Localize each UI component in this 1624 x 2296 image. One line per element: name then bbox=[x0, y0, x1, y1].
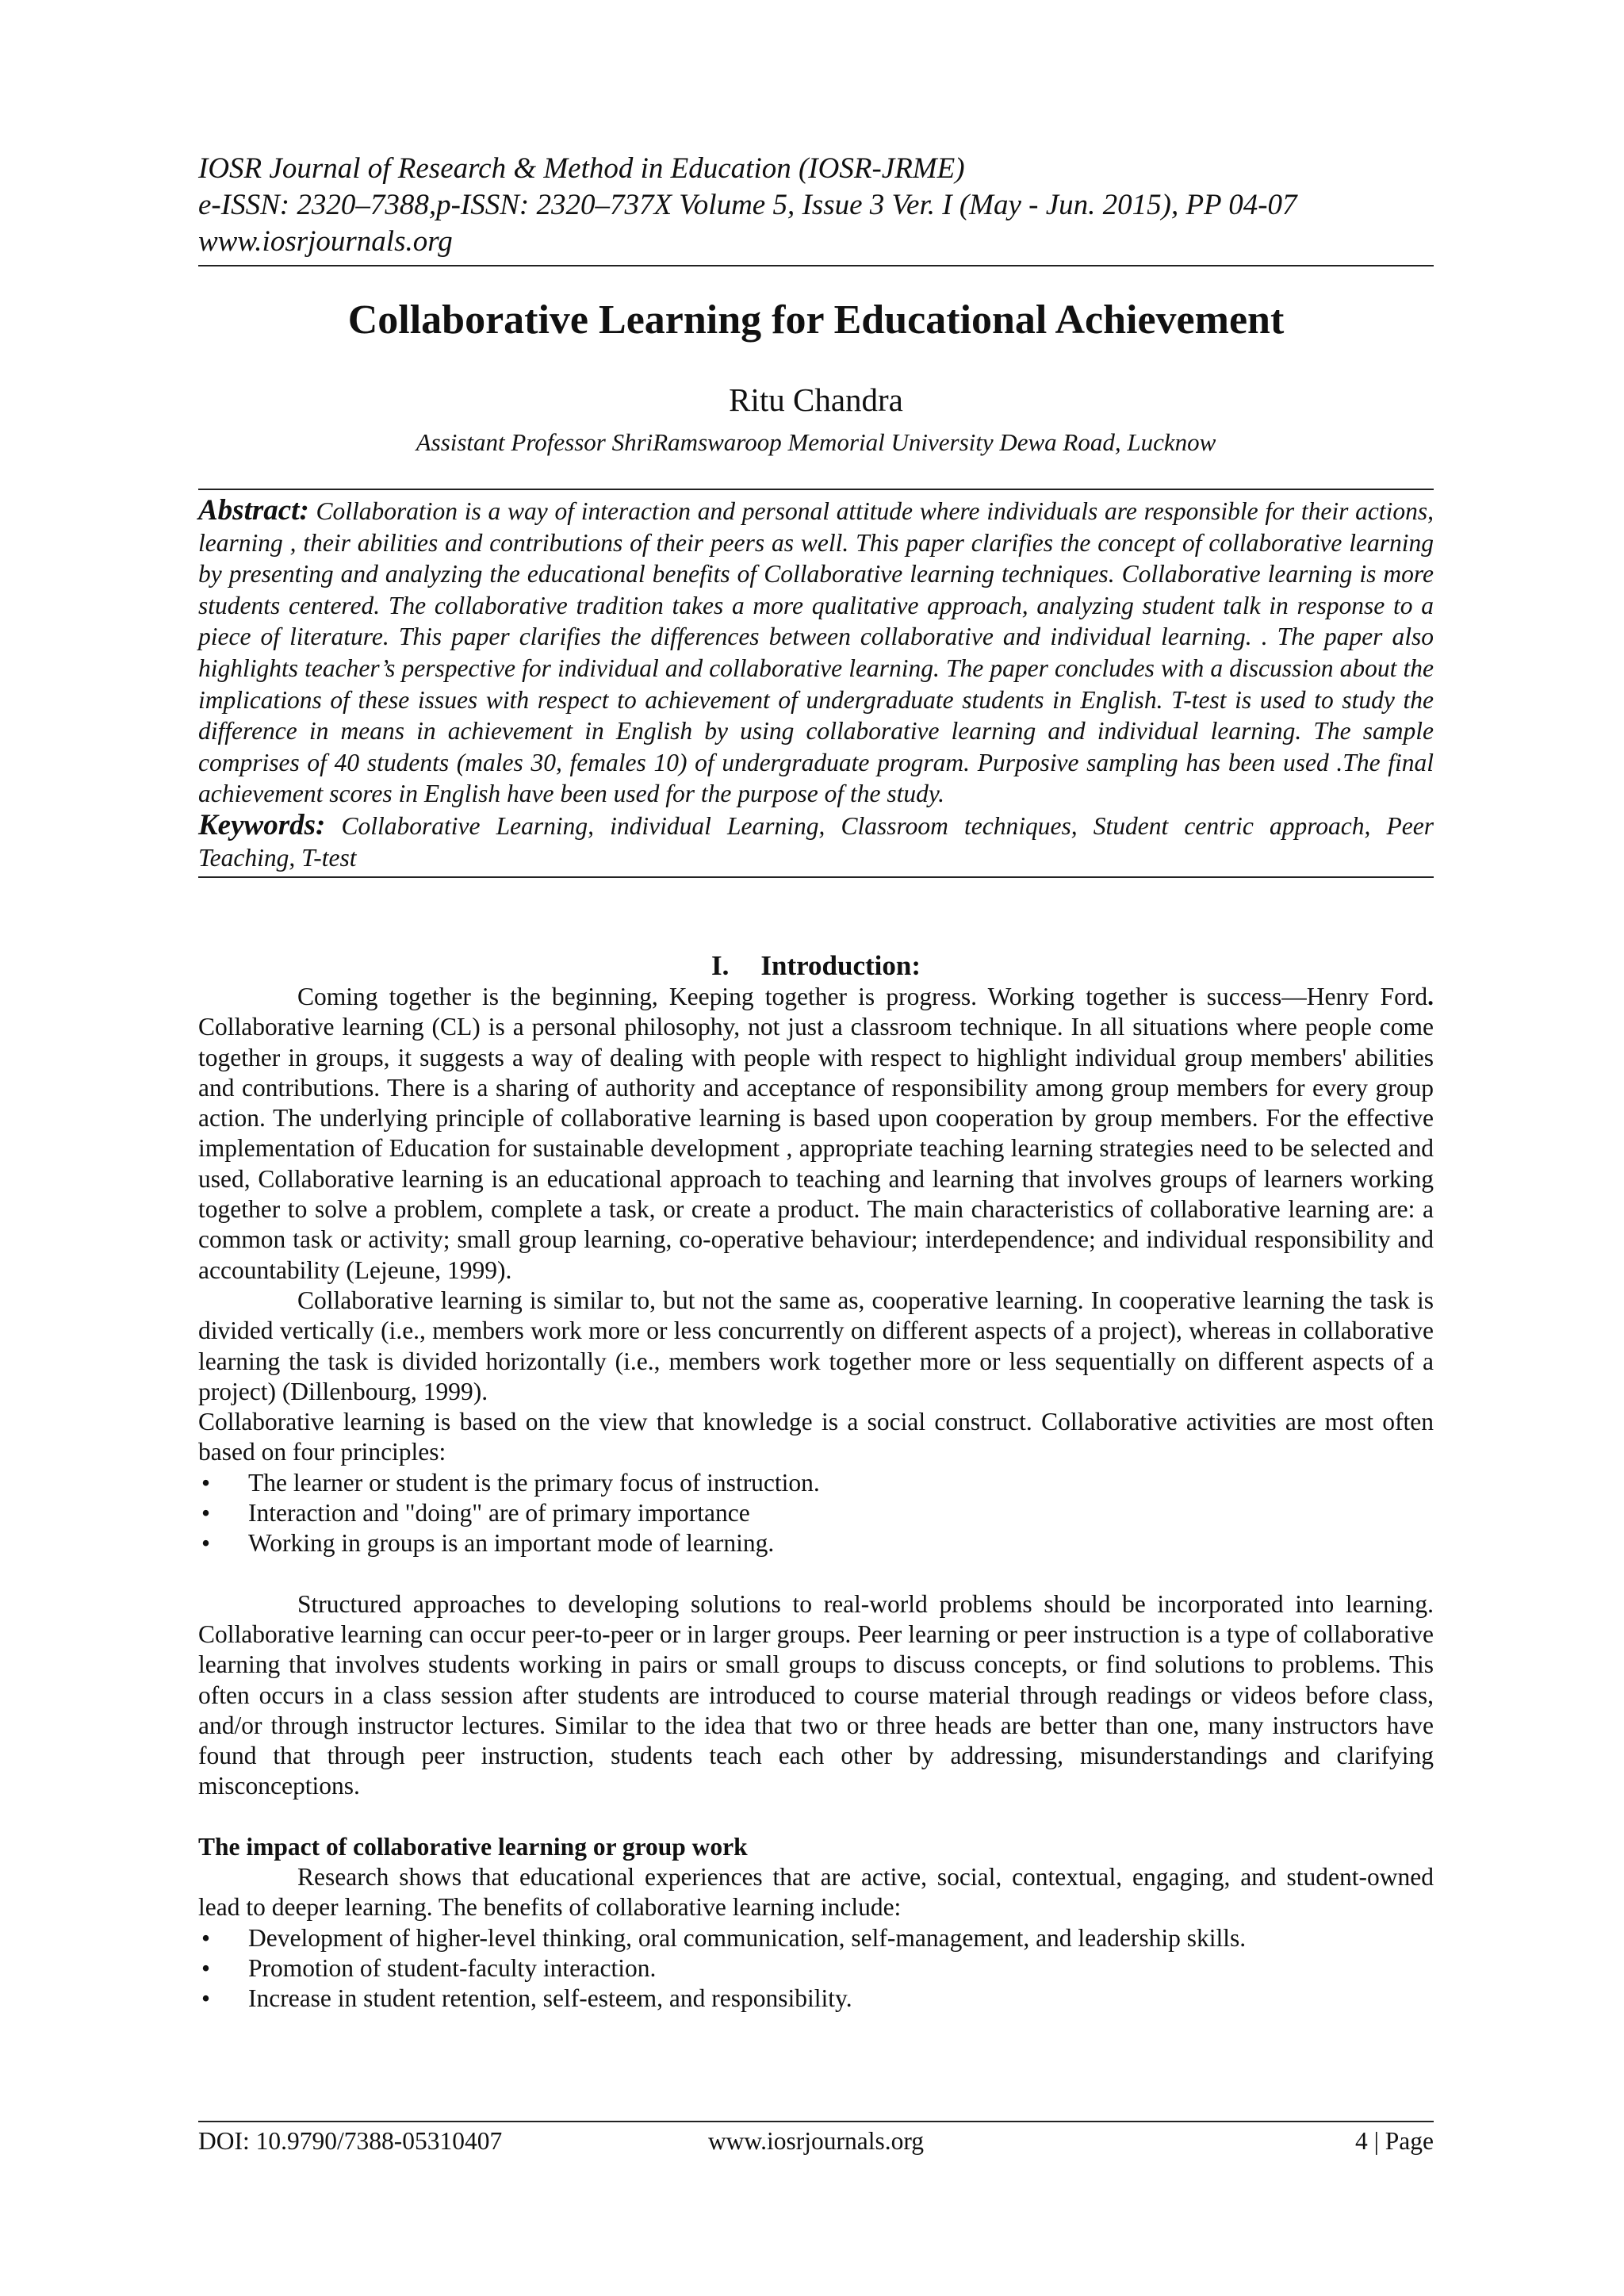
bullet-icon: • bbox=[201, 1953, 211, 1982]
impact-paragraph-1: Research shows that educational experiences that are active, social, contextual, engaging, and student-owned lead to deeper learning. The benefits of collaborative learning include: bbox=[198, 1863, 1434, 1922]
section-heading-introduction bbox=[198, 949, 1434, 983]
list-item-text: The learner or student is the primary focus of instruction. bbox=[248, 1468, 820, 1497]
journal-header bbox=[198, 151, 1434, 266]
abstract-paragraph bbox=[198, 495, 1434, 810]
list-item-text: Promotion of student-faculty interaction. bbox=[248, 1953, 657, 1982]
intro-paragraph-4: Structured approaches to developing solutions to real-world problems should be incorporated into learning. Collaborative learning can occur peer-to-peer or in larger groups. Peer learning or peer instruction is a type of collaborative learning that involves students working in pairs or small groups to discuss concepts, or find solutions to problems. This often occurs in a class session after students are introduced to course material through readings or videos before class, and/or through instructor lectures. Similar to the idea that two or three heads are better than one, many instructors have found that through peer instruction, students teach each other by addressing, misunderstandings and clarifying misconceptions. bbox=[198, 1589, 1434, 1800]
abstract-block bbox=[198, 489, 1434, 878]
author-affiliation: Assistant Professor ShriRamswaroop Memorial University Dewa Road, Lucknow bbox=[416, 428, 1216, 456]
footer-doi: DOI: 10.9790/7388-05310407 bbox=[198, 2127, 503, 2155]
spacer bbox=[198, 1802, 1434, 1832]
paper-title: Collaborative Learning for Educational Achievement bbox=[347, 297, 1285, 343]
bullet-icon: • bbox=[201, 1529, 211, 1558]
section-number: I. bbox=[711, 950, 730, 981]
quote-period: . bbox=[1427, 983, 1434, 1010]
spacer bbox=[198, 1559, 1434, 1589]
abstract-label: Abstract: bbox=[198, 494, 309, 527]
list-item bbox=[198, 1498, 1434, 1528]
bullet-icon: • bbox=[201, 1499, 211, 1527]
list-item bbox=[198, 1923, 1434, 1953]
benefits-list bbox=[198, 1923, 1434, 2014]
bullet-icon: • bbox=[201, 1923, 211, 1952]
journal-name: IOSR Journal of Research & Method in Education (IOSR-JRME) bbox=[198, 152, 965, 185]
footer-website[interactable]: www.iosrjournals.org bbox=[707, 2127, 925, 2155]
list-item bbox=[198, 1528, 1434, 1558]
footer-page-number: 4 | Page bbox=[1354, 2127, 1434, 2155]
page-footer bbox=[198, 2121, 1434, 2159]
intro-paragraph-1-text: Collaborative learning (CL) is a personal philosophy, not just a classroom technique. In all situations where people come together in groups, it suggests a way of dealing with people with respect to highlight individual group members' abilities and contributions. There is a sharing of authority and acceptance of responsibility among group members for every group action. The underlying principle of collaborative learning is based upon cooperation by group members. For the effective implementation of Education for sustainable development , appropriate teaching learning strategies need to be selected and used, Collaborative learning is an educational approach to teaching and learning that involves groups of learners working together to solve a problem, complete a task, or create a product. The main characteristics of collaborative learning are: a common task or activity; small group learning, co-operative behaviour; interdependence; and individual responsibility and accountability (Lejeune, 1999). bbox=[198, 1013, 1434, 1284]
bullet-icon: • bbox=[201, 1984, 211, 2013]
quote-text: Coming together is the beginning, Keeping together is progress. Working together is success—Henry Ford bbox=[297, 983, 1428, 1010]
intro-paragraph-3: Collaborative learning is based on the view that knowledge is a social construct. Collaborative activities are most often based on four principles: bbox=[198, 1408, 1434, 1466]
keywords-label: Keywords: bbox=[198, 808, 326, 841]
list-item bbox=[198, 1984, 1434, 2014]
list-item bbox=[198, 1468, 1434, 1498]
journal-website[interactable]: www.iosrjournals.org bbox=[198, 225, 453, 258]
body-text bbox=[198, 982, 1434, 2014]
principles-list bbox=[198, 1468, 1434, 1559]
author-name: Ritu Chandra bbox=[729, 381, 903, 418]
list-item-text: Development of higher-level thinking, oral communication, self-management, and leadership skills. bbox=[248, 1923, 1247, 1952]
journal-issn: e-ISSN: 2320–7388,p-ISSN: 2320–737X Volume 5, Issue 3 Ver. I (May - Jun. 2015), PP 04-07 bbox=[198, 189, 1297, 221]
intro-paragraph-2: Collaborative learning is similar to, but not the same as, cooperative learning. In cooperative learning the task is divided vertically (i.e., members work more or less concurrently on different aspects of a project), whereas in collaborative learning the task is divided horizontally (i.e., members work together more or less sequentially on different aspects of a project) (Dillenbourg, 1999). bbox=[198, 1286, 1434, 1405]
list-item-text: Increase in student retention, self-esteem, and responsibility. bbox=[248, 1984, 852, 2013]
keywords-paragraph bbox=[198, 810, 1434, 873]
bullet-icon: • bbox=[201, 1468, 211, 1497]
keywords-text: Collaborative Learning, individual Learning, Classroom techniques, Student centric approach, Peer Teaching, T-test bbox=[198, 811, 1434, 872]
section-title: Introduction: bbox=[760, 950, 921, 981]
abstract-text: Collaboration is a way of interaction and personal attitude where individuals are responsible for their actions, learning , their abilities and contributions of their peers as well. This paper clarifies the concept of collaborative learning by presenting and analyzing the educational benefits of Collaborative learning techniques. Collaborative learning is more students centered. The collaborative tradition takes a more qualitative approach, analyzing student talk in response to a piece of literature. This paper clarifies the differences between collaborative and individual learning. . The paper also highlights teacher’s perspective for individual and collaborative learning. The paper concludes with a discussion about the implications of these issues with respect to achievement of undergraduate students in English. T-test is used to study the difference in means in achievement in English by using collaborative learning and individual learning. The sample comprises of 40 students (males 30, females 10) of undergraduate program. Purposive sampling has been used .The final achievement scores in English have been used for the purpose of the study. bbox=[198, 497, 1434, 808]
list-item-text: Interaction and "doing" are of primary importance bbox=[248, 1499, 750, 1527]
list-item bbox=[198, 1953, 1434, 1984]
intro-paragraph-1 bbox=[198, 982, 1434, 1286]
subsection-heading-impact: The impact of collaborative learning or group work bbox=[198, 1832, 748, 1861]
list-item-text: Working in groups is an important mode of learning. bbox=[248, 1529, 775, 1558]
